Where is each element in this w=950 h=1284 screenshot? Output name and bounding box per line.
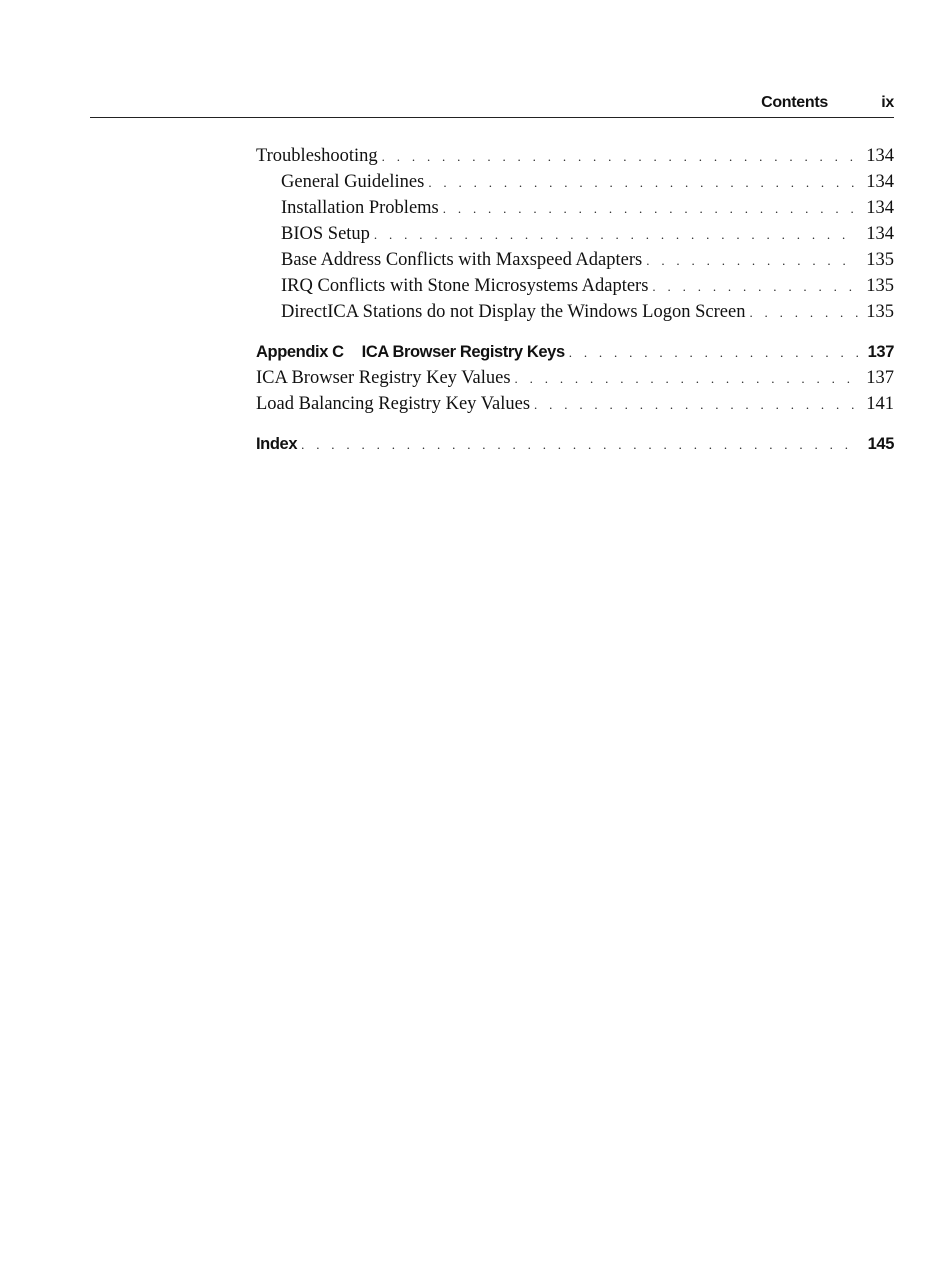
dot-leader [428,170,858,196]
toc-entry-title: Troubleshooting [256,146,378,166]
toc-entry-page: 137 [867,343,894,361]
toc-entry-installation-problems[interactable] [256,195,894,221]
toc-entry-title: General Guidelines [281,172,425,192]
toc-entry-page: 134 [866,224,894,244]
toc-entry-title: Installation Problems [281,198,439,218]
dot-leader [534,392,858,418]
toc-entry-appendix-c[interactable] [256,339,894,365]
toc-entry-prefix: Appendix C [256,343,344,361]
toc-entry-page: 145 [867,435,894,453]
toc-entry-load-balancing-key-values[interactable] [256,391,894,417]
dot-leader [382,144,858,170]
toc-entry-title: Load Balancing Registry Key Values [256,394,531,414]
toc-entry-base-address-conflicts[interactable] [256,247,894,273]
dot-leader [443,196,858,222]
toc-entry-page: 135 [866,250,894,270]
toc-entry-title: Base Address Conflicts with Maxspeed Adapters [281,250,643,270]
dot-leader [374,222,858,248]
header-page-number: ix [881,94,894,111]
toc-entry-title: DirectICA Stations do not Display the Windows Logon Screen [281,302,746,322]
dot-leader [515,366,858,392]
toc-entry-title: IRQ Conflicts with Stone Microsystems Adapters [281,276,649,296]
toc-entry-title: Index [256,435,298,453]
toc-entry-general-guidelines[interactable] [256,169,894,195]
toc-entry-directica-logon[interactable] [256,299,894,325]
toc-entry-page: 135 [866,302,894,322]
toc-entry-page: 134 [866,198,894,218]
toc-entry-page: 135 [866,276,894,296]
running-header [90,93,894,118]
toc-entry-index[interactable] [256,431,894,457]
header-section-title: Contents [761,94,828,111]
toc-entry-page: 134 [866,172,894,192]
dot-leader [301,432,858,458]
toc-entry-troubleshooting[interactable] [256,143,894,169]
table-of-contents [256,143,894,457]
toc-entry-page: 137 [866,368,894,388]
toc-entry-bios-setup[interactable] [256,221,894,247]
dot-leader [652,274,858,300]
dot-leader [749,300,858,326]
toc-entry-title: BIOS Setup [281,224,370,244]
dot-leader [569,340,858,366]
toc-entry-irq-conflicts[interactable] [256,273,894,299]
dot-leader [646,248,858,274]
toc-entry-title: ICA Browser Registry Keys [361,343,565,361]
toc-entry-page: 141 [866,394,894,414]
toc-entry-ica-browser-key-values[interactable] [256,365,894,391]
toc-entry-page: 134 [866,146,894,166]
toc-entry-title: ICA Browser Registry Key Values [256,368,511,388]
